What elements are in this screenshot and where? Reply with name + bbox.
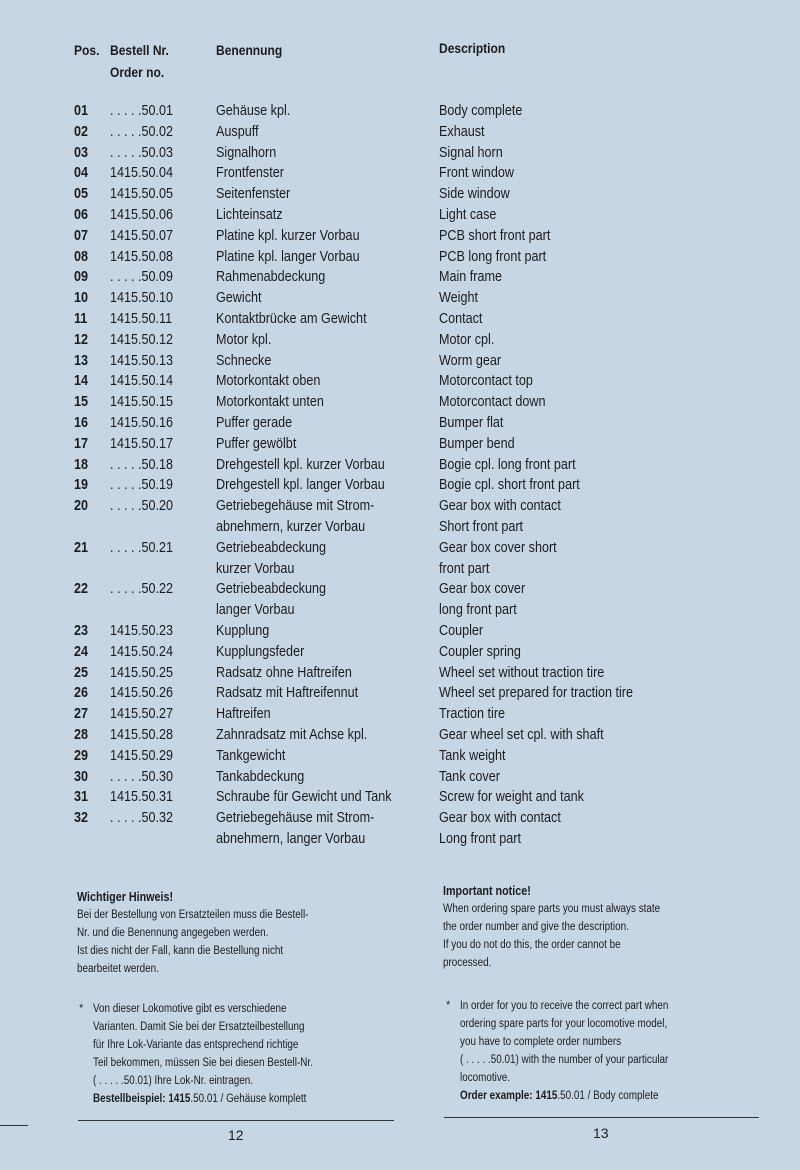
part-description-en-line: Coupler spring: [439, 642, 521, 660]
part-pos: 09: [74, 268, 89, 286]
part-name-de-line: Gehäuse kpl.: [216, 102, 291, 119]
part-pos: 12: [74, 330, 89, 348]
part-order-number: 1415.50.04: [110, 164, 174, 182]
part-name-de: [216, 434, 296, 455]
part-description-en: [439, 101, 522, 122]
part-description-en-line: Gear box cover: [439, 580, 526, 598]
part-name-de-line: Schraube für Gewicht und Tank: [216, 788, 392, 806]
part-name-de-line: Zahnradsatz mit Achse kpl.: [216, 725, 368, 743]
table-row: [0, 663, 800, 684]
page-number-right: 13: [593, 1125, 609, 1141]
part-name-de-line: Lichteinsatz: [216, 205, 283, 223]
part-description-en-line: Motorcontact top: [439, 372, 533, 390]
part-description-en: [439, 496, 561, 538]
part-name-de: [216, 704, 271, 725]
table-row: [0, 704, 800, 725]
footnote-en-example-number: 1415: [535, 1090, 558, 1102]
part-name-de: [216, 642, 304, 663]
part-name-de: [216, 496, 374, 538]
part-pos: 24: [74, 642, 89, 660]
footnote-en-line: locomotive.: [460, 1072, 511, 1084]
part-name-de-line: Tankgewicht: [216, 746, 286, 764]
header-order-number-en: Order no.: [110, 64, 165, 80]
part-name-de: [216, 475, 385, 496]
footer-rule-left: [78, 1120, 394, 1121]
table-row: [0, 642, 800, 663]
header-order-number: Bestell Nr.: [110, 42, 169, 58]
footnote-de-example-rest: .50.01 / Gehäuse komplett: [190, 1093, 307, 1105]
footnote-en-example-rest: .50.01 / Body complete: [557, 1090, 659, 1102]
part-description-en-line: PCB long front part: [439, 247, 547, 265]
table-row: [0, 725, 800, 746]
part-description-en: [439, 704, 505, 725]
part-pos: 27: [74, 705, 89, 723]
part-name-de: [216, 621, 269, 642]
part-description-en: [439, 746, 506, 767]
part-order-number: 1415.50.06: [110, 205, 174, 223]
part-name-de-line: Kontaktbrücke am Gewicht: [216, 309, 367, 327]
part-pos: 11: [74, 309, 88, 327]
notice-en-line: If you do not do this, the order cannot be: [443, 939, 621, 951]
part-pos: 22: [74, 580, 89, 598]
notice-en-line: When ordering spare parts you must always state: [443, 903, 661, 915]
table-row: [0, 455, 800, 476]
part-description-en: [439, 205, 496, 226]
part-pos: 04: [74, 164, 89, 182]
table-row: [0, 579, 800, 621]
part-name-de: [216, 351, 271, 372]
page-number-left: 12: [228, 1127, 244, 1143]
part-name-de: [216, 787, 392, 808]
part-order-number: 1415.50.11: [110, 309, 173, 327]
part-description-en-line: Traction tire: [439, 705, 506, 723]
part-name-de-line: abnehmern, langer Vorbau: [216, 829, 366, 847]
header-description: Description: [439, 40, 506, 56]
table-row: [0, 413, 800, 434]
part-order-number: 1415.50.07: [110, 226, 174, 244]
table-row: [0, 808, 800, 850]
footnote-en-line: ( . . . . .50.01) with the number of your particular: [460, 1054, 669, 1066]
part-description-en: [439, 725, 604, 746]
part-name-de: [216, 392, 324, 413]
part-description-en: [439, 808, 561, 850]
part-description-en-line: Coupler: [439, 621, 484, 639]
part-description-en: [439, 143, 503, 164]
table-row: [0, 683, 800, 704]
table-row: [0, 309, 800, 330]
part-description-en-line: Gear box cover short: [439, 538, 557, 556]
table-row: [0, 371, 800, 392]
part-name-de-line: Kupplung: [216, 621, 270, 639]
part-description-en-line: long front part: [439, 601, 517, 619]
part-order-number: . . . . .50.03: [110, 143, 174, 161]
table-row: [0, 143, 800, 164]
part-pos: 26: [74, 684, 89, 702]
part-name-de-line: Getriebeabdeckung: [216, 580, 326, 598]
part-description-en-line: Gear wheel set cpl. with shaft: [439, 725, 604, 743]
table-row: [0, 767, 800, 788]
footnote-en-line: you have to complete order numbers: [460, 1036, 622, 1048]
part-description-en: [439, 475, 580, 496]
part-pos: 15: [74, 393, 89, 411]
part-name-de: [216, 288, 262, 309]
part-pos: 23: [74, 621, 89, 639]
part-name-de: [216, 163, 284, 184]
notice-de-title: Wichtiger Hinweis!: [77, 890, 174, 904]
table-row: [0, 538, 800, 580]
part-description-en: [439, 621, 483, 642]
part-name-de-line: Drehgestell kpl. kurzer Vorbau: [216, 455, 385, 473]
table-row: [0, 288, 800, 309]
part-description-en: [439, 288, 478, 309]
part-pos: 06: [74, 205, 89, 223]
part-description-en: [439, 455, 576, 476]
part-description-en-line: Wheel set prepared for traction tire: [439, 684, 634, 702]
part-name-de-line: Auspuff: [216, 122, 259, 140]
part-pos: 08: [74, 247, 89, 265]
part-description-en: [439, 767, 500, 788]
notice-de-line: Bei der Bestellung von Ersatzteilen muss die Bestell-: [77, 909, 309, 921]
part-name-de-line: Schnecke: [216, 351, 272, 369]
part-description-en-line: Wheel set without traction tire: [439, 663, 605, 681]
part-order-number: 1415.50.27: [110, 705, 174, 723]
footnote-en-mark: *: [446, 1000, 451, 1012]
table-row: [0, 330, 800, 351]
part-name-de-line: Drehgestell kpl. langer Vorbau: [216, 476, 385, 494]
part-pos: 07: [74, 226, 89, 244]
part-description-en-line: Main frame: [439, 268, 503, 286]
table-row: [0, 621, 800, 642]
part-name-de-line: Puffer gerade: [216, 413, 293, 431]
table-row: [0, 787, 800, 808]
part-name-de: [216, 746, 285, 767]
part-description-en: [439, 787, 584, 808]
part-pos: 03: [74, 143, 89, 161]
footnote-de: [79, 1000, 313, 1108]
part-pos: 32: [74, 809, 89, 827]
part-pos: 02: [74, 122, 89, 140]
part-name-de: [216, 371, 320, 392]
part-order-number: . . . . .50.22: [110, 580, 174, 598]
part-description-en: [439, 247, 546, 268]
part-description-en: [439, 371, 533, 392]
table-row: [0, 226, 800, 247]
part-order-number: 1415.50.31: [110, 788, 174, 806]
part-pos: 05: [74, 185, 89, 203]
part-name-de-line: abnehmern, kurzer Vorbau: [216, 517, 366, 535]
footnote-de-example-number: 1415: [168, 1093, 191, 1105]
part-name-de-line: Frontfenster: [216, 164, 284, 182]
part-order-number: 1415.50.12: [110, 330, 174, 348]
part-order-number: . . . . .50.18: [110, 455, 174, 473]
footnote-en-line: ordering spare parts for your locomotive model,: [460, 1018, 668, 1030]
footnote-de-line: Von dieser Lokomotive gibt es verschiedene: [93, 1003, 287, 1015]
part-order-number: 1415.50.10: [110, 289, 174, 307]
notice-de-line: Ist dies nicht der Fall, kann die Bestellung nicht: [77, 945, 284, 957]
part-description-en-line: front part: [439, 559, 490, 577]
part-order-number: 1415.50.05: [110, 185, 174, 203]
part-name-de-line: Motorkontakt oben: [216, 372, 321, 390]
part-name-de: [216, 267, 325, 288]
footnote-en-example-label: Order example:: [460, 1090, 533, 1102]
part-pos: 31: [74, 788, 89, 806]
notice-de: [77, 888, 308, 978]
part-order-number: 1415.50.26: [110, 684, 174, 702]
part-name-de: [216, 122, 259, 143]
footnote-de-example-label: Bestellbeispiel:: [93, 1093, 166, 1105]
part-pos: 18: [74, 455, 89, 473]
part-pos: 14: [74, 372, 89, 390]
part-order-number: 1415.50.08: [110, 247, 174, 265]
part-pos: 28: [74, 725, 89, 743]
part-description-en-line: Front window: [439, 164, 514, 182]
table-row: [0, 267, 800, 288]
part-description-en: [439, 579, 525, 621]
part-description-en-line: Bogie cpl. short front part: [439, 476, 580, 494]
part-description-en: [439, 538, 557, 580]
part-name-de-line: Platine kpl. langer Vorbau: [216, 247, 360, 265]
part-name-de: [216, 226, 360, 247]
part-description-en-line: Long front part: [439, 829, 521, 847]
part-order-number: 1415.50.15: [110, 393, 174, 411]
part-order-number: 1415.50.29: [110, 746, 174, 764]
part-description-en: [439, 163, 514, 184]
part-order-number: . . . . .50.32: [110, 809, 174, 827]
part-name-de-line: Motorkontakt unten: [216, 393, 324, 411]
part-pos: 01: [74, 102, 89, 119]
part-name-de-line: langer Vorbau: [216, 601, 295, 619]
edge-rule: [0, 1125, 28, 1126]
part-description-en-line: Gear box with contact: [439, 809, 561, 827]
table-row: [0, 205, 800, 226]
part-order-number: 1415.50.13: [110, 351, 174, 369]
part-description-en: [439, 309, 482, 330]
part-order-number: . . . . .50.01: [110, 102, 174, 119]
table-row: [0, 475, 800, 496]
part-name-de: [216, 247, 360, 268]
table-row: [0, 434, 800, 455]
table-row: [0, 101, 800, 122]
part-pos: 20: [74, 497, 89, 515]
part-name-de-line: Puffer gewölbt: [216, 434, 297, 452]
part-order-number: 1415.50.24: [110, 642, 174, 660]
part-order-number: . . . . .50.02: [110, 122, 174, 140]
notice-en-line: processed.: [443, 957, 492, 969]
part-name-de-line: Radsatz ohne Haftreifen: [216, 663, 352, 681]
part-description-en-line: Gear box with contact: [439, 497, 561, 515]
part-name-de: [216, 413, 292, 434]
part-name-de-line: Seitenfenster: [216, 185, 291, 203]
part-description-en: [439, 392, 545, 413]
part-name-de: [216, 309, 367, 330]
part-name-de-line: Haftreifen: [216, 705, 271, 723]
part-order-number: 1415.50.17: [110, 434, 174, 452]
part-pos: 17: [74, 434, 89, 452]
parts-table: [0, 101, 800, 850]
part-name-de: [216, 205, 283, 226]
part-description-en: [439, 434, 515, 455]
part-name-de-line: kurzer Vorbau: [216, 559, 295, 577]
part-name-de: [216, 808, 374, 850]
part-description-en-line: Motorcontact down: [439, 393, 546, 411]
part-description-en-line: Screw for weight and tank: [439, 788, 584, 806]
part-name-de: [216, 579, 326, 621]
part-pos: 30: [74, 767, 89, 785]
table-row: [0, 392, 800, 413]
header-pos: Pos.: [74, 42, 100, 58]
part-description-en-line: Light case: [439, 205, 497, 223]
part-name-de-line: Platine kpl. kurzer Vorbau: [216, 226, 360, 244]
part-order-number: 1415.50.23: [110, 621, 174, 639]
table-row: [0, 247, 800, 268]
part-name-de: [216, 663, 352, 684]
part-description-en-line: Motor cpl.: [439, 330, 495, 348]
part-order-number: 1415.50.14: [110, 372, 174, 390]
part-name-de-line: Rahmenabdeckung: [216, 268, 326, 286]
part-name-de-line: Gewicht: [216, 289, 262, 307]
footnote-en-example: [460, 1087, 668, 1105]
table-row: [0, 351, 800, 372]
part-name-de-line: Motor kpl.: [216, 330, 272, 348]
footnote-de-line: Teil bekommen, müssen Sie bei diesen Bestell-Nr.: [93, 1057, 313, 1069]
table-row: [0, 163, 800, 184]
part-name-de-line: Kupplungsfeder: [216, 642, 305, 660]
part-description-en-line: Bumper flat: [439, 413, 504, 431]
part-description-en: [439, 351, 501, 372]
part-name-de: [216, 683, 358, 704]
part-name-de: [216, 725, 367, 746]
part-description-en: [439, 413, 503, 434]
notice-en-title: Important notice!: [443, 884, 531, 898]
part-description-en-line: Short front part: [439, 517, 524, 535]
part-name-de: [216, 538, 326, 580]
part-description-en: [439, 267, 502, 288]
part-order-number: . . . . .50.09: [110, 268, 174, 286]
part-order-number: 1415.50.16: [110, 413, 174, 431]
part-name-de: [216, 184, 290, 205]
notice-en: [443, 882, 660, 972]
part-description-en-line: Exhaust: [439, 122, 485, 140]
part-description-en-line: Tank weight: [439, 746, 506, 764]
part-description-en: [439, 330, 494, 351]
header-name: Benennung: [216, 42, 283, 58]
part-description-en: [439, 642, 521, 663]
footnote-de-line: Varianten. Damit Sie bei der Ersatzteilbestellung: [93, 1021, 305, 1033]
part-name-de-line: Radsatz mit Haftreifennut: [216, 684, 359, 702]
part-pos: 13: [74, 351, 89, 369]
part-name-de-line: Tankabdeckung: [216, 767, 305, 785]
part-description-en-line: PCB short front part: [439, 226, 551, 244]
part-pos: 19: [74, 476, 89, 494]
part-pos: 16: [74, 413, 89, 431]
part-description-en-line: Bumper bend: [439, 434, 515, 452]
part-description-en-line: Tank cover: [439, 767, 500, 785]
part-description-en: [439, 226, 550, 247]
part-name-de: [216, 143, 276, 164]
table-row: [0, 184, 800, 205]
notice-de-line: bearbeitet werden.: [77, 963, 159, 975]
notice-de-line: Nr. und die Benennung angegeben werden.: [77, 927, 269, 939]
notice-en-line: the order number and give the description.: [443, 921, 629, 933]
part-description-en: [439, 663, 604, 684]
part-description-en: [439, 683, 633, 704]
table-row: [0, 496, 800, 538]
part-description-en-line: Signal horn: [439, 143, 503, 161]
part-description-en-line: Contact: [439, 309, 483, 327]
part-pos: 10: [74, 289, 89, 307]
part-description-en-line: Bogie cpl. long front part: [439, 455, 576, 473]
part-name-de-line: Getriebeabdeckung: [216, 538, 326, 556]
part-pos: 29: [74, 746, 89, 764]
footnote-de-line: ( . . . . .50.01) Ihre Lok-Nr. eintragen.: [93, 1075, 253, 1087]
footnote-de-example: [93, 1090, 313, 1108]
part-description-en-line: Weight: [439, 289, 478, 307]
part-order-number: . . . . .50.19: [110, 476, 174, 494]
part-name-de: [216, 101, 290, 122]
part-order-number: 1415.50.25: [110, 663, 174, 681]
part-description-en: [439, 122, 485, 143]
part-description-en-line: Side window: [439, 185, 510, 203]
part-name-de-line: Getriebegehäuse mit Strom-: [216, 497, 375, 515]
footnote-en: [446, 997, 669, 1105]
footnote-en-line: In order for you to receive the correct part when: [460, 1000, 669, 1012]
part-name-de: [216, 330, 271, 351]
part-name-de: [216, 455, 385, 476]
table-row: [0, 122, 800, 143]
part-name-de: [216, 767, 304, 788]
part-order-number: . . . . .50.20: [110, 497, 174, 515]
part-description-en: [439, 184, 510, 205]
part-name-de-line: Signalhorn: [216, 143, 277, 161]
part-order-number: 1415.50.28: [110, 725, 174, 743]
footer-rule-right: [444, 1117, 759, 1118]
part-description-en-line: Worm gear: [439, 351, 502, 369]
footnote-de-line: für Ihre Lok-Variante das entsprechend richtige: [93, 1039, 299, 1051]
part-description-en-line: Body complete: [439, 102, 523, 119]
part-order-number: . . . . .50.30: [110, 767, 174, 785]
part-pos: 21: [74, 538, 89, 556]
footnote-de-mark: *: [79, 1003, 84, 1015]
part-order-number: . . . . .50.21: [110, 538, 174, 556]
part-pos: 25: [74, 663, 89, 681]
part-name-de-line: Getriebegehäuse mit Strom-: [216, 809, 375, 827]
table-row: [0, 746, 800, 767]
